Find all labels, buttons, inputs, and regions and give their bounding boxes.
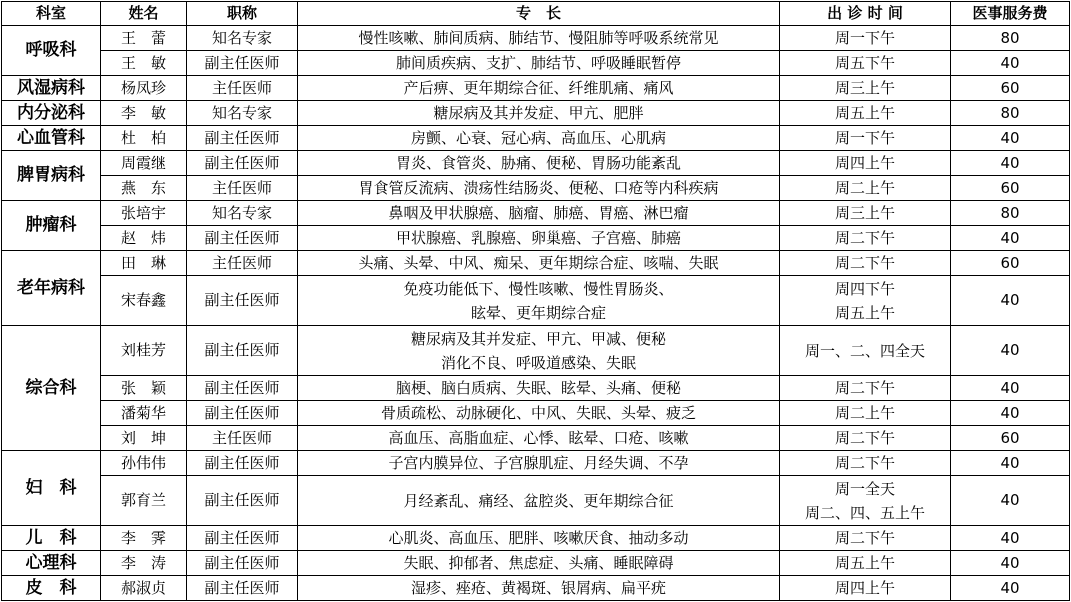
table-row <box>2 376 1070 401</box>
table-row <box>2 426 1070 451</box>
specialty-line: 失眠、抑郁者、焦虑症、头痛、睡眠障碍 <box>403 553 674 572</box>
service-fee: 60 <box>951 251 1070 276</box>
doctor-title: 副主任医师 <box>187 451 298 476</box>
table-row <box>2 276 1070 326</box>
doctor-name: 潘菊华 <box>101 401 187 426</box>
doctor-title: 知名专家 <box>187 26 298 51</box>
clinic-hours-line: 周五下午 <box>834 53 895 72</box>
table-row <box>2 201 1070 226</box>
clinic-hours-line: 周一、二、四全天 <box>804 341 925 360</box>
clinic-hours <box>780 276 951 326</box>
header-specialty: 专 长 <box>298 2 780 26</box>
clinic-hours <box>780 151 951 176</box>
clinic-hours <box>780 401 951 426</box>
service-fee: 80 <box>951 26 1070 51</box>
department-cell: 风湿病科 <box>2 76 101 101</box>
clinic-hours <box>780 126 951 151</box>
doctor-title: 主任医师 <box>187 76 298 101</box>
specialty-line: 心肌炎、高血压、肥胖、咳嗽厌食、抽动多动 <box>388 528 689 547</box>
department-cell: 综合科 <box>2 326 101 451</box>
service-fee: 80 <box>951 201 1070 226</box>
specialty-line: 房颤、心衰、冠心病、高血压、心肌病 <box>410 128 666 147</box>
service-fee: 40 <box>951 401 1070 426</box>
clinic-hours <box>780 176 951 201</box>
service-fee: 40 <box>951 326 1070 376</box>
specialty-line: 头痛、头晕、中风、痴呆、更年期综合症、咳喘、失眠 <box>358 253 719 272</box>
specialty-line: 慢性咳嗽、肺间质病、肺结节、慢阻肺等呼吸系统常见 <box>358 28 719 47</box>
doctor-title: 副主任医师 <box>187 151 298 176</box>
specialty <box>298 376 780 401</box>
specialty <box>298 101 780 126</box>
clinic-hours-line: 周二下午 <box>834 228 895 247</box>
clinic-hours-line: 周二上午 <box>834 178 895 197</box>
specialty-line: 糖尿病及其并发症、甲亢、肥胖 <box>433 103 644 122</box>
specialty-line: 子宫内膜异位、子宫腺肌症、月经失调、不孕 <box>388 453 689 472</box>
service-fee: 60 <box>951 426 1070 451</box>
specialty-line: 湿疹、痤疮、黄褐斑、银屑病、扁平疣 <box>410 578 666 597</box>
table-row <box>2 51 1070 76</box>
specialty <box>298 476 780 526</box>
table-row <box>2 526 1070 551</box>
department-cell: 呼吸科 <box>2 26 101 76</box>
clinic-hours <box>780 76 951 101</box>
specialty <box>298 176 780 201</box>
doctor-title: 知名专家 <box>187 101 298 126</box>
specialty <box>298 201 780 226</box>
header-row <box>2 2 1070 26</box>
doctor-title: 副主任医师 <box>187 226 298 251</box>
department-cell: 心血管科 <box>2 126 101 151</box>
specialty-line: 糖尿病及其并发症、甲亢、甲减、便秘 <box>410 329 666 348</box>
table-row <box>2 26 1070 51</box>
clinic-hours-line: 周二、四、五上午 <box>804 503 925 522</box>
doctor-name: 宋春鑫 <box>101 276 187 326</box>
specialty <box>298 51 780 76</box>
specialty <box>298 226 780 251</box>
specialty <box>298 126 780 151</box>
clinic-hours-line: 周一全天 <box>834 479 895 498</box>
header-dept: 科室 <box>2 2 101 26</box>
specialty <box>298 26 780 51</box>
doctor-title: 副主任医师 <box>187 476 298 526</box>
clinic-hours-line: 周二下午 <box>834 428 895 447</box>
table-row <box>2 176 1070 201</box>
specialty-line: 消化不良、呼吸道感染、失眠 <box>440 353 636 372</box>
doctor-name: 刘 坤 <box>101 426 187 451</box>
table-row <box>2 101 1070 126</box>
specialty-line: 肺间质疾病、支扩、肺结节、呼吸睡眠暂停 <box>395 53 681 72</box>
clinic-hours-line: 周二上午 <box>834 403 895 422</box>
department-cell: 皮 科 <box>2 576 101 601</box>
specialty <box>298 401 780 426</box>
doctor-name: 张培宇 <box>101 201 187 226</box>
specialty-line: 胃食管反流病、溃疡性结肠炎、便秘、口疮等内科疾病 <box>358 178 719 197</box>
clinic-hours <box>780 226 951 251</box>
clinic-hours <box>780 376 951 401</box>
department-cell: 脾胃病科 <box>2 151 101 201</box>
clinic-hours <box>780 576 951 601</box>
doctor-name: 李 敏 <box>101 101 187 126</box>
doctor-title: 主任医师 <box>187 426 298 451</box>
doctor-name: 李 涛 <box>101 551 187 576</box>
doctor-name: 刘桂芳 <box>101 326 187 376</box>
doctor-name: 杜 柏 <box>101 126 187 151</box>
clinic-hours <box>780 476 951 526</box>
specialty-line: 甲状腺癌、乳腺癌、卵巢癌、子宫癌、肺癌 <box>395 228 681 247</box>
doctor-title: 副主任医师 <box>187 551 298 576</box>
specialty <box>298 426 780 451</box>
doctor-title: 副主任医师 <box>187 526 298 551</box>
clinic-hours <box>780 526 951 551</box>
table-row <box>2 576 1070 601</box>
service-fee: 40 <box>951 51 1070 76</box>
specialty-line: 鼻咽及甲状腺癌、脑瘤、肺癌、胃癌、淋巴瘤 <box>388 203 689 222</box>
service-fee: 40 <box>951 476 1070 526</box>
service-fee: 40 <box>951 226 1070 251</box>
specialty-line: 骨质疏松、动脉硬化、中风、失眠、头晕、疲乏 <box>380 403 696 422</box>
clinic-hours-line: 周五上午 <box>834 103 895 122</box>
table-row <box>2 151 1070 176</box>
doctor-name: 燕 东 <box>101 176 187 201</box>
specialty-line: 产后痹、更年期综合征、纤维肌痛、痛风 <box>403 78 674 97</box>
header-hours: 出 诊 时 间 <box>780 2 951 26</box>
clinic-hours <box>780 426 951 451</box>
specialty-line: 月经紊乱、痛经、盆腔炎、更年期综合征 <box>403 491 674 510</box>
clinic-hours <box>780 26 951 51</box>
doctor-title: 主任医师 <box>187 176 298 201</box>
schedule-body <box>2 26 1070 601</box>
clinic-hours-line: 周五上午 <box>834 303 895 322</box>
specialty <box>298 326 780 376</box>
doctor-name: 郝淑贞 <box>101 576 187 601</box>
service-fee: 40 <box>951 376 1070 401</box>
clinic-hours <box>780 201 951 226</box>
doctor-name: 周霞继 <box>101 151 187 176</box>
doctor-title: 副主任医师 <box>187 126 298 151</box>
service-fee: 40 <box>951 576 1070 601</box>
specialty <box>298 251 780 276</box>
department-cell: 老年病科 <box>2 251 101 326</box>
department-cell: 心理科 <box>2 551 101 576</box>
specialty <box>298 526 780 551</box>
table-row <box>2 326 1070 376</box>
clinic-schedule-table <box>1 1 1070 601</box>
specialty <box>298 576 780 601</box>
table-row <box>2 126 1070 151</box>
doctor-title: 副主任医师 <box>187 326 298 376</box>
clinic-hours-line: 周四上午 <box>834 578 895 597</box>
service-fee: 80 <box>951 101 1070 126</box>
service-fee: 40 <box>951 551 1070 576</box>
table-row <box>2 251 1070 276</box>
doctor-name: 田 琳 <box>101 251 187 276</box>
clinic-hours-line: 周三上午 <box>834 78 895 97</box>
specialty <box>298 551 780 576</box>
header-name: 姓名 <box>101 2 187 26</box>
clinic-hours-line: 周四下午 <box>834 279 895 298</box>
doctor-name: 王 敏 <box>101 51 187 76</box>
clinic-hours <box>780 551 951 576</box>
table-row <box>2 401 1070 426</box>
service-fee: 40 <box>951 151 1070 176</box>
service-fee: 40 <box>951 276 1070 326</box>
service-fee: 40 <box>951 451 1070 476</box>
clinic-hours-line: 周三上午 <box>834 203 895 222</box>
department-cell: 儿 科 <box>2 526 101 551</box>
doctor-title: 副主任医师 <box>187 376 298 401</box>
doctor-title: 副主任医师 <box>187 276 298 326</box>
doctor-name: 王 蕾 <box>101 26 187 51</box>
specialty-line: 高血压、高脂血症、心悸、眩晕、口疮、咳嗽 <box>388 428 689 447</box>
doctor-title: 副主任医师 <box>187 576 298 601</box>
doctor-name: 孙伟伟 <box>101 451 187 476</box>
clinic-hours-line: 周二下午 <box>834 453 895 472</box>
clinic-hours-line: 周一下午 <box>834 28 895 47</box>
specialty <box>298 276 780 326</box>
clinic-hours <box>780 101 951 126</box>
doctor-title: 副主任医师 <box>187 401 298 426</box>
specialty <box>298 151 780 176</box>
clinic-hours <box>780 251 951 276</box>
table-row <box>2 476 1070 526</box>
specialty-line: 脑梗、脑白质病、失眠、眩晕、头痛、便秘 <box>395 378 681 397</box>
doctor-name: 赵 炜 <box>101 226 187 251</box>
department-cell: 妇 科 <box>2 451 101 526</box>
specialty-line: 胃炎、食管炎、胁痛、便秘、胃肠功能紊乱 <box>395 153 681 172</box>
service-fee: 60 <box>951 76 1070 101</box>
service-fee: 60 <box>951 176 1070 201</box>
doctor-name: 杨凤珍 <box>101 76 187 101</box>
doctor-name: 张 颖 <box>101 376 187 401</box>
clinic-hours-line: 周二下午 <box>834 378 895 397</box>
doctor-title: 主任医师 <box>187 251 298 276</box>
specialty <box>298 76 780 101</box>
header-title: 职称 <box>187 2 298 26</box>
clinic-hours <box>780 51 951 76</box>
specialty-line: 眩晕、更年期综合症 <box>470 303 606 322</box>
header-fee: 医事服务费 <box>951 2 1070 26</box>
clinic-hours <box>780 451 951 476</box>
clinic-hours-line: 周一下午 <box>834 128 895 147</box>
doctor-title: 知名专家 <box>187 201 298 226</box>
specialty <box>298 451 780 476</box>
service-fee: 40 <box>951 526 1070 551</box>
department-cell: 肿瘤科 <box>2 201 101 251</box>
table-row <box>2 226 1070 251</box>
clinic-hours-line: 周四上午 <box>834 153 895 172</box>
doctor-title: 副主任医师 <box>187 51 298 76</box>
clinic-hours <box>780 326 951 376</box>
service-fee: 40 <box>951 126 1070 151</box>
department-cell: 内分泌科 <box>2 101 101 126</box>
table-row <box>2 551 1070 576</box>
clinic-hours-line: 周二下午 <box>834 528 895 547</box>
clinic-hours-line: 周二下午 <box>834 253 895 272</box>
specialty-line: 免疫功能低下、慢性咳嗽、慢性胃肠炎、 <box>403 279 674 298</box>
table-row <box>2 76 1070 101</box>
clinic-hours-line: 周五上午 <box>834 553 895 572</box>
table-row <box>2 451 1070 476</box>
doctor-name: 李 霁 <box>101 526 187 551</box>
doctor-name: 郭育兰 <box>101 476 187 526</box>
